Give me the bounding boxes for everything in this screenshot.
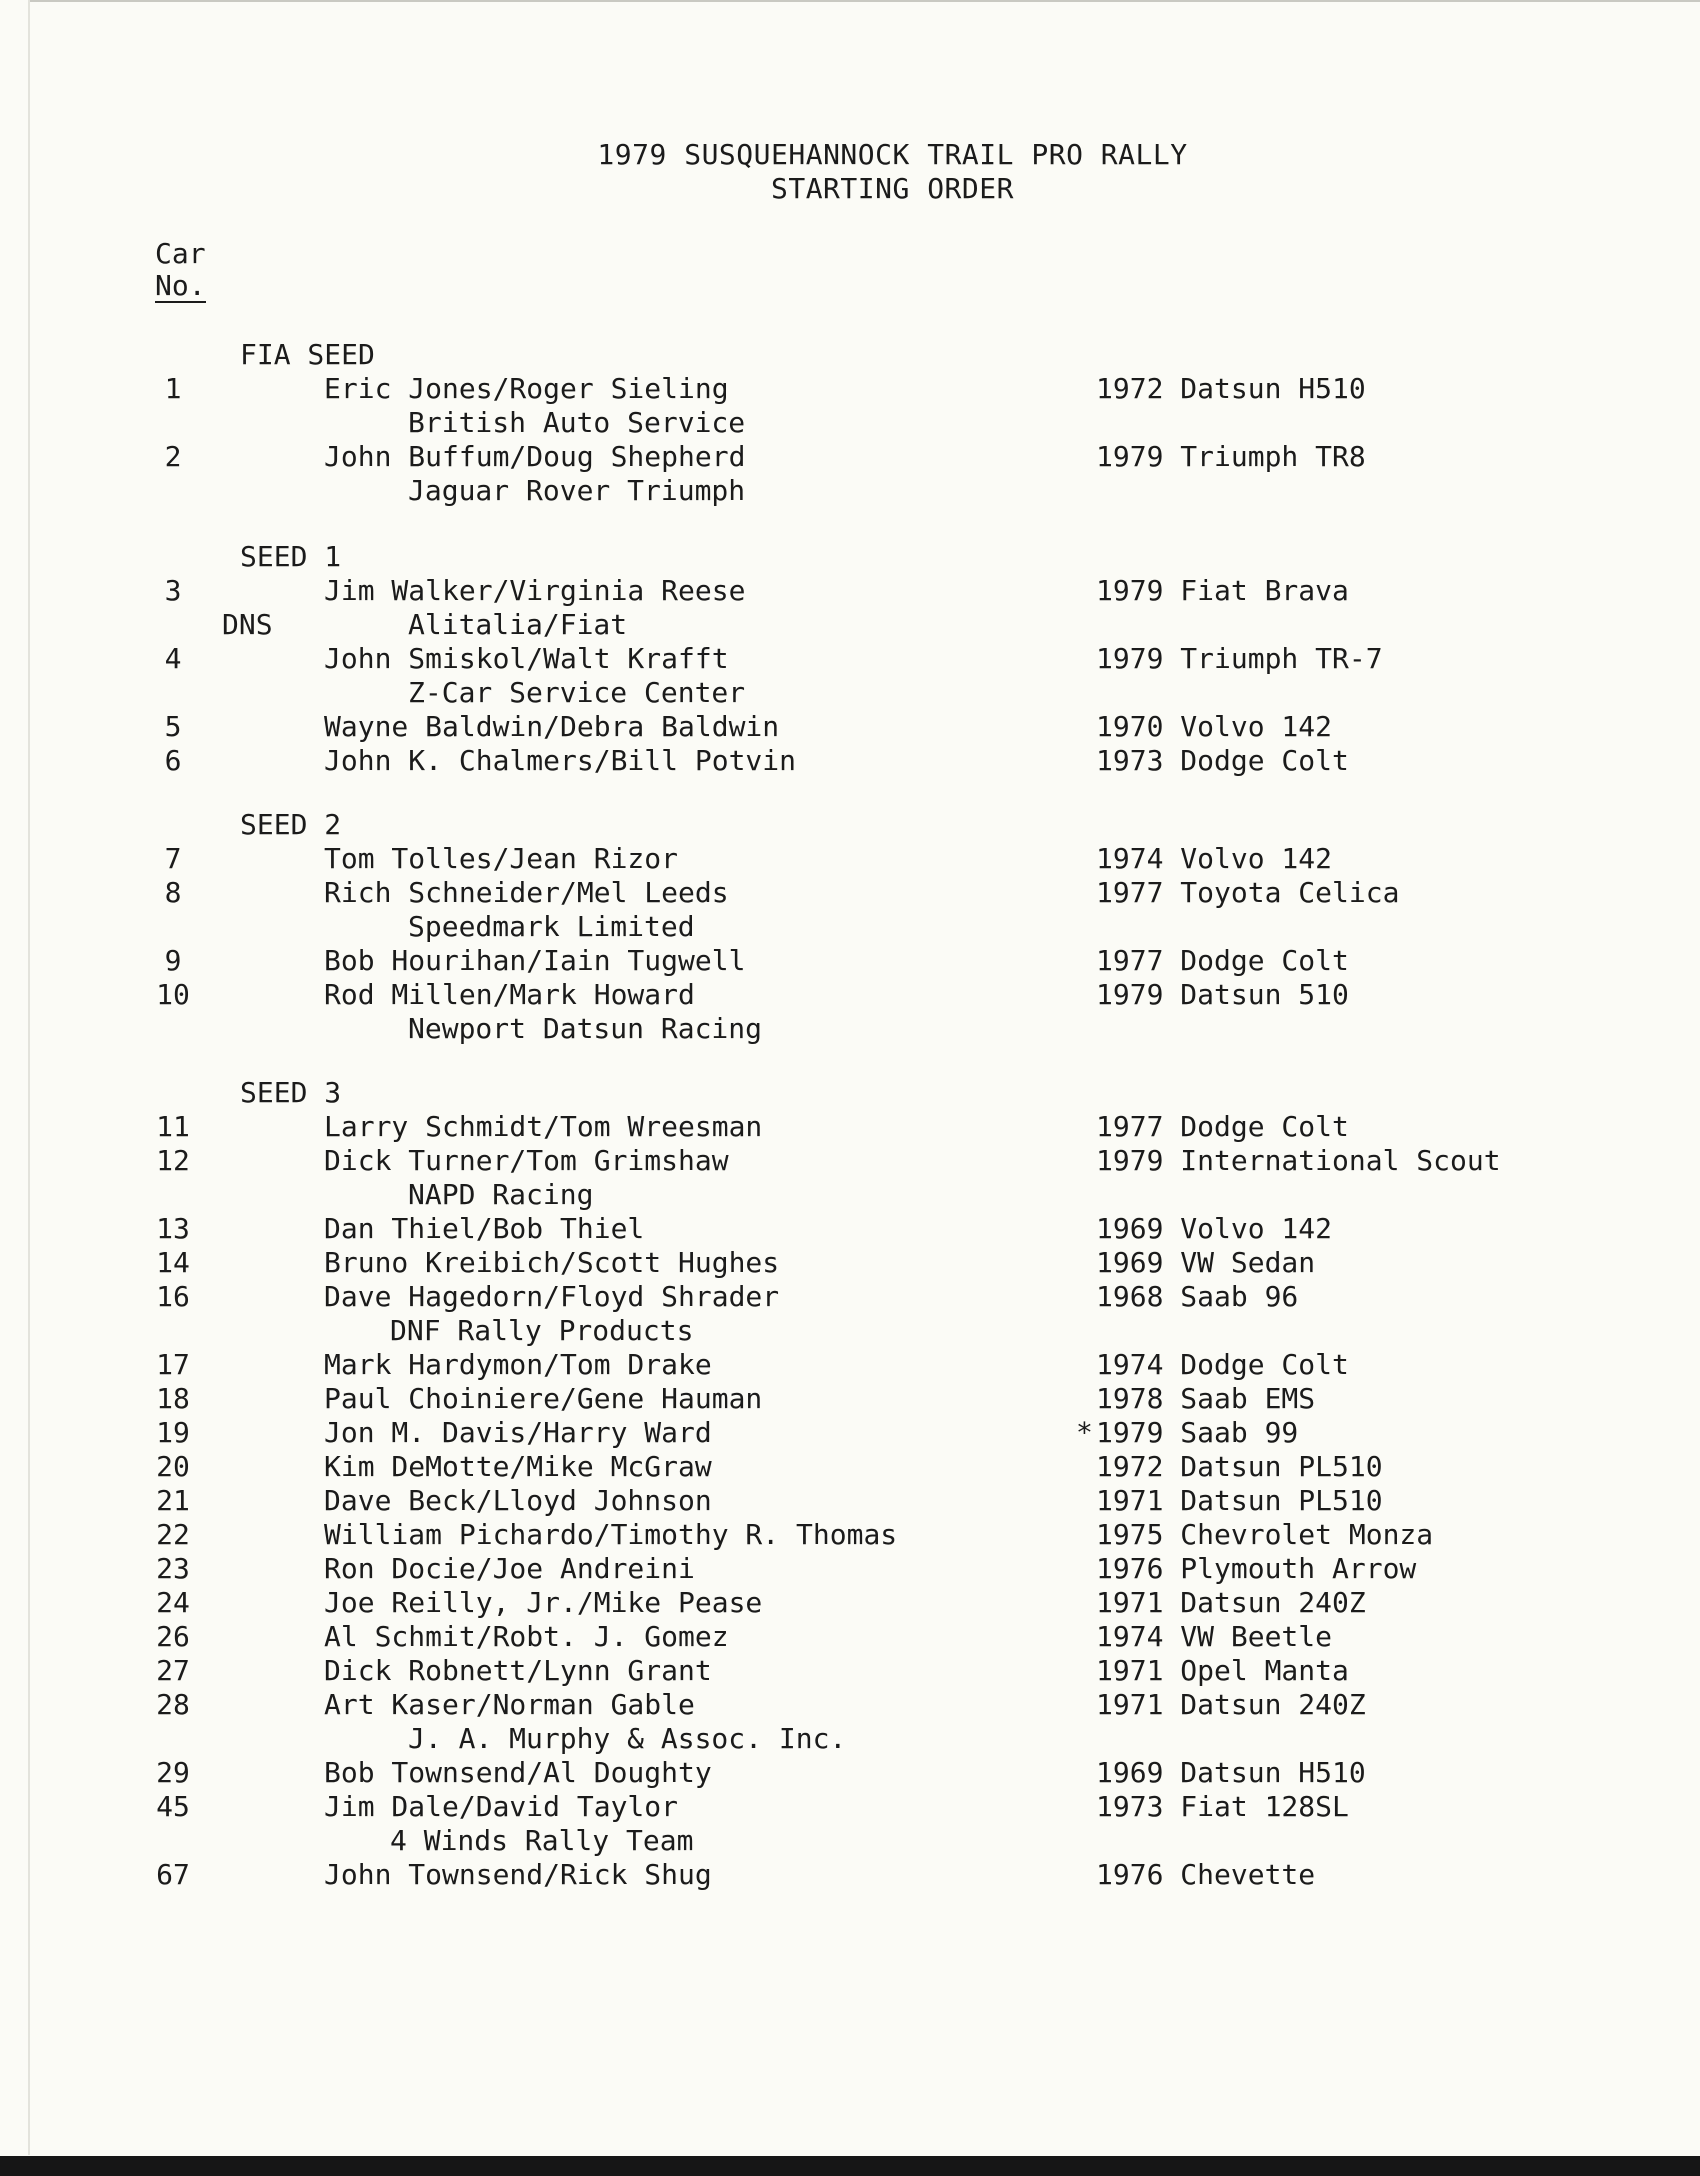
entry-row bbox=[0, 978, 1700, 1012]
seed-heading: SEED 3 bbox=[240, 1076, 342, 1109]
driver-names: Dick Turner/Tom Grimshaw bbox=[324, 1144, 729, 1177]
sponsor-row bbox=[0, 1824, 1700, 1858]
car-number: 12 bbox=[156, 1144, 190, 1177]
driver-names: Jim Dale/David Taylor bbox=[324, 1790, 679, 1823]
driver-names: Larry Schmidt/Tom Wreesman bbox=[324, 1110, 763, 1143]
car-number: 4 bbox=[164, 642, 182, 675]
car-number: 10 bbox=[156, 978, 190, 1011]
driver-names: Al Schmit/Robt. J. Gomez bbox=[324, 1620, 729, 1653]
driver-names: Joe Reilly, Jr./Mike Pease bbox=[324, 1586, 763, 1619]
car-number: 8 bbox=[164, 876, 182, 909]
driver-names: John Townsend/Rick Shug bbox=[324, 1858, 712, 1891]
driver-names: John K. Chalmers/Bill Potvin bbox=[324, 744, 797, 777]
car-model: 1979 Saab 99 bbox=[1096, 1416, 1299, 1449]
driver-names: Bob Hourihan/Iain Tugwell bbox=[324, 944, 746, 977]
car-number: 16 bbox=[156, 1280, 190, 1313]
car-model: 1970 Volvo 142 bbox=[1096, 710, 1333, 743]
car-model: 1971 Opel Manta bbox=[1096, 1654, 1349, 1687]
seed-heading: FIA SEED bbox=[240, 338, 375, 371]
entry-row bbox=[0, 1756, 1700, 1790]
sponsor-name: 4 Winds Rally Team bbox=[390, 1824, 694, 1857]
car-model: 1978 Saab EMS bbox=[1096, 1382, 1316, 1415]
entry-row bbox=[0, 1688, 1700, 1722]
entry-row bbox=[0, 372, 1700, 406]
car-number: 14 bbox=[156, 1246, 190, 1279]
entry-row bbox=[0, 1552, 1700, 1586]
car-number: 18 bbox=[156, 1382, 190, 1415]
car-model: 1969 Volvo 142 bbox=[1096, 1212, 1333, 1245]
entry-row bbox=[0, 1858, 1700, 1892]
entry-row bbox=[0, 744, 1700, 778]
car-model: 1975 Chevrolet Monza bbox=[1096, 1518, 1434, 1551]
car-model: 1979 Triumph TR8 bbox=[1096, 440, 1366, 473]
entry-row bbox=[0, 574, 1700, 608]
car-number: 19 bbox=[156, 1416, 190, 1449]
car-number: 11 bbox=[156, 1110, 190, 1143]
dns-note: DNS bbox=[222, 608, 273, 641]
driver-names: Kim DeMotte/Mike McGraw bbox=[324, 1450, 712, 1483]
car-number: 26 bbox=[156, 1620, 190, 1653]
sponsor-row bbox=[0, 1178, 1700, 1212]
driver-names: Mark Hardymon/Tom Drake bbox=[324, 1348, 712, 1381]
driver-names: Dan Thiel/Bob Thiel bbox=[324, 1212, 645, 1245]
car-number: 5 bbox=[164, 710, 182, 743]
entry-row bbox=[0, 1382, 1700, 1416]
entry-row bbox=[0, 1654, 1700, 1688]
car-model: 1979 International Scout bbox=[1096, 1144, 1501, 1177]
sponsor-row bbox=[0, 1722, 1700, 1756]
driver-names: Dave Beck/Lloyd Johnson bbox=[324, 1484, 712, 1517]
car-number: 7 bbox=[164, 842, 182, 875]
car-number: 67 bbox=[156, 1858, 190, 1891]
entry-row bbox=[0, 1416, 1700, 1450]
sponsor-name: Z-Car Service Center bbox=[408, 676, 746, 709]
car-model: 1969 VW Sedan bbox=[1096, 1246, 1316, 1279]
car-number: 1 bbox=[164, 372, 182, 405]
sponsor-name: Newport Datsun Racing bbox=[408, 1012, 763, 1045]
entry-row bbox=[0, 1280, 1700, 1314]
entry-row bbox=[0, 710, 1700, 744]
car-model: 1969 Datsun H510 bbox=[1096, 1756, 1366, 1789]
driver-names: Bruno Kreibich/Scott Hughes bbox=[324, 1246, 780, 1279]
sponsor-row bbox=[0, 910, 1700, 944]
document-title: 1979 SUSQUEHANNOCK TRAIL PRO RALLY bbox=[597, 138, 1188, 171]
car-number: 23 bbox=[156, 1552, 190, 1585]
sponsor-name: NAPD Racing bbox=[408, 1178, 594, 1211]
entry-row bbox=[0, 1212, 1700, 1246]
sponsor-name: British Auto Service bbox=[408, 406, 746, 439]
car-model: 1974 Volvo 142 bbox=[1096, 842, 1333, 875]
sponsor-row bbox=[0, 474, 1700, 508]
car-number: 45 bbox=[156, 1790, 190, 1823]
driver-names: Tom Tolles/Jean Rizor bbox=[324, 842, 679, 875]
entry-row bbox=[0, 876, 1700, 910]
entry-row bbox=[0, 1450, 1700, 1484]
car-model: 1976 Chevette bbox=[1096, 1858, 1316, 1891]
sponsor-row bbox=[0, 1314, 1700, 1348]
car-model: 1979 Fiat Brava bbox=[1096, 574, 1349, 607]
entry-row bbox=[0, 842, 1700, 876]
driver-names: Bob Townsend/Al Doughty bbox=[324, 1756, 712, 1789]
car-number: 2 bbox=[164, 440, 182, 473]
car-model: 1976 Plymouth Arrow bbox=[1096, 1552, 1417, 1585]
entry-row bbox=[0, 1110, 1700, 1144]
car-model: 1977 Dodge Colt bbox=[1096, 944, 1349, 977]
car-number: 28 bbox=[156, 1688, 190, 1721]
entry-row bbox=[0, 642, 1700, 676]
entry-row bbox=[0, 440, 1700, 474]
car-number: 13 bbox=[156, 1212, 190, 1245]
driver-names: Art Kaser/Norman Gable bbox=[324, 1688, 695, 1721]
car-model: 1972 Datsun PL510 bbox=[1096, 1450, 1383, 1483]
car-number: 3 bbox=[164, 574, 182, 607]
entry-row bbox=[0, 1790, 1700, 1824]
car-model: 1974 Dodge Colt bbox=[1096, 1348, 1349, 1381]
entry-row bbox=[0, 1484, 1700, 1518]
car-number: 6 bbox=[164, 744, 182, 777]
driver-names: Rod Millen/Mark Howard bbox=[324, 978, 695, 1011]
car-model: 1979 Datsun 510 bbox=[1096, 978, 1349, 1011]
driver-names: Ron Docie/Joe Andreini bbox=[324, 1552, 695, 1585]
car-model: 1971 Datsun 240Z bbox=[1096, 1586, 1366, 1619]
sponsor-row bbox=[0, 1012, 1700, 1046]
car-number: 22 bbox=[156, 1518, 190, 1551]
entry-row bbox=[0, 1518, 1700, 1552]
sponsor-row bbox=[0, 406, 1700, 440]
sponsor-name: Alitalia/Fiat bbox=[408, 608, 628, 641]
car-number: 24 bbox=[156, 1586, 190, 1619]
car-model: 1971 Datsun 240Z bbox=[1096, 1688, 1366, 1721]
car-model: 1972 Datsun H510 bbox=[1096, 372, 1366, 405]
sponsor-row bbox=[0, 608, 1700, 642]
document-subtitle: STARTING ORDER bbox=[770, 172, 1014, 205]
driver-names: William Pichardo/Timothy R. Thomas bbox=[324, 1518, 898, 1551]
driver-names: Jim Walker/Virginia Reese bbox=[324, 574, 746, 607]
car-number: 29 bbox=[156, 1756, 190, 1789]
car-model: 1979 Triumph TR-7 bbox=[1096, 642, 1383, 675]
sponsor-name: DNF Rally Products bbox=[390, 1314, 694, 1347]
car-model: 1973 Dodge Colt bbox=[1096, 744, 1349, 777]
sponsor-row bbox=[0, 676, 1700, 710]
driver-names: Rich Schneider/Mel Leeds bbox=[324, 876, 729, 909]
car-number: 17 bbox=[156, 1348, 190, 1381]
car-model: 1968 Saab 96 bbox=[1096, 1280, 1299, 1313]
seed-heading: SEED 1 bbox=[240, 540, 342, 573]
driver-names: John Smiskol/Walt Krafft bbox=[324, 642, 729, 675]
sponsor-name: Speedmark Limited bbox=[408, 910, 695, 943]
driver-names: Wayne Baldwin/Debra Baldwin bbox=[324, 710, 780, 743]
entry-row bbox=[0, 1620, 1700, 1654]
seed-heading: SEED 2 bbox=[240, 808, 342, 841]
car-model: 1974 VW Beetle bbox=[1096, 1620, 1333, 1653]
driver-names: Eric Jones/Roger Sieling bbox=[324, 372, 729, 405]
entry-row bbox=[0, 944, 1700, 978]
car-number: 21 bbox=[156, 1484, 190, 1517]
sponsor-name: Jaguar Rover Triumph bbox=[408, 474, 746, 507]
entry-row bbox=[0, 1144, 1700, 1178]
asterisk-mark: * bbox=[1076, 1416, 1093, 1449]
car-number: 20 bbox=[156, 1450, 190, 1483]
car-column-label: Car bbox=[155, 237, 206, 270]
entry-row bbox=[0, 1586, 1700, 1620]
page-edge-top bbox=[28, 0, 1700, 2]
car-number-column-label: No. bbox=[155, 269, 206, 302]
driver-names: Dick Robnett/Lynn Grant bbox=[324, 1654, 712, 1687]
car-model: 1977 Toyota Celica bbox=[1096, 876, 1400, 909]
driver-names: John Buffum/Doug Shepherd bbox=[324, 440, 746, 473]
car-model: 1971 Datsun PL510 bbox=[1096, 1484, 1383, 1517]
page-edge-bottom bbox=[0, 2156, 1700, 2176]
entry-row bbox=[0, 1246, 1700, 1280]
entry-row bbox=[0, 1348, 1700, 1382]
car-model: 1973 Fiat 128SL bbox=[1096, 1790, 1349, 1823]
driver-names: Dave Hagedorn/Floyd Shrader bbox=[324, 1280, 780, 1313]
car-number: 9 bbox=[164, 944, 182, 977]
car-model: 1977 Dodge Colt bbox=[1096, 1110, 1349, 1143]
driver-names: Jon M. Davis/Harry Ward bbox=[324, 1416, 712, 1449]
car-number: 27 bbox=[156, 1654, 190, 1687]
sponsor-name: J. A. Murphy & Assoc. Inc. bbox=[408, 1722, 847, 1755]
driver-names: Paul Choiniere/Gene Hauman bbox=[324, 1382, 763, 1415]
